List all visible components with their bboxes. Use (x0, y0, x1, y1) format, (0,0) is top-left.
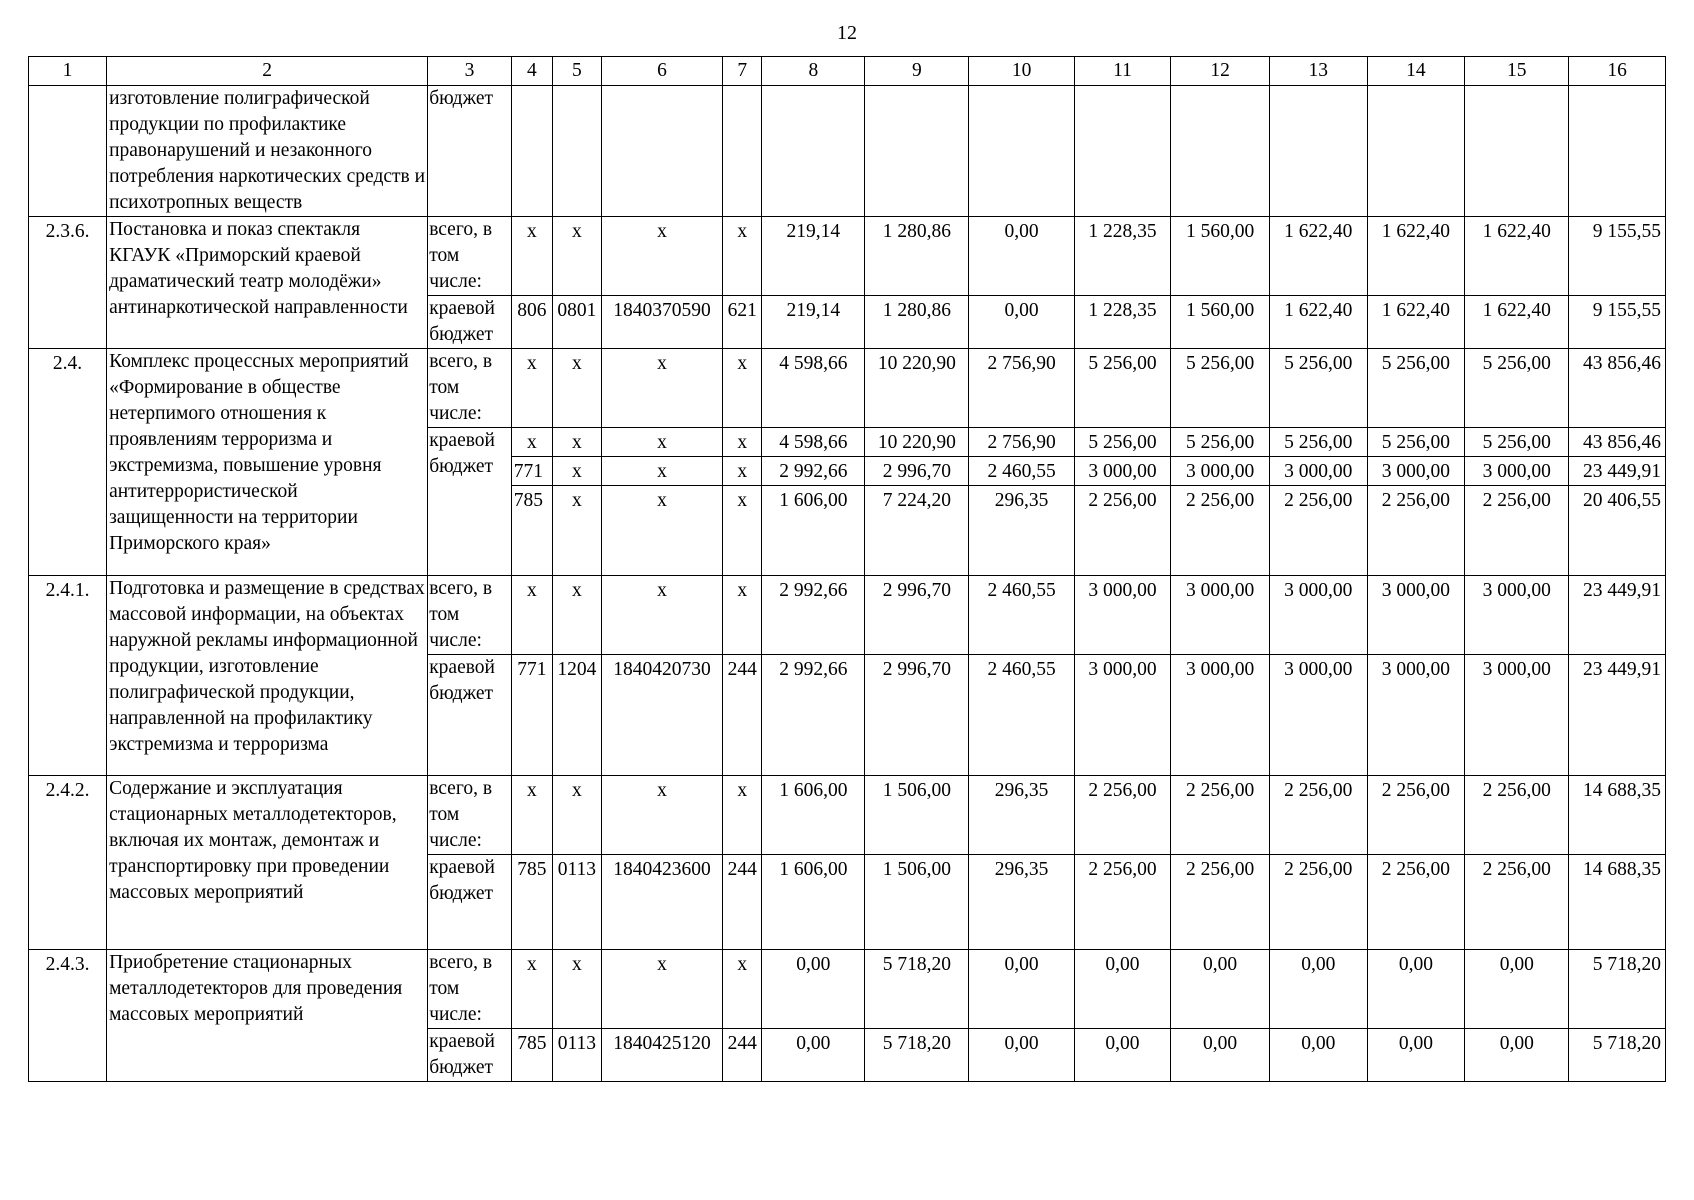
code-cell: x (723, 217, 762, 296)
value-cell: 0,00 (969, 1029, 1074, 1082)
column-header: 10 (969, 57, 1074, 86)
empty-cell (1074, 86, 1171, 217)
empty-cell (1569, 86, 1666, 217)
funding-source-cell: краевой бюджет (428, 296, 512, 349)
value-cell: 23 449,91 (1569, 576, 1666, 655)
code-cell: x (552, 576, 601, 655)
code-cell: x (601, 576, 723, 655)
row-title-cell: Подготовка и размещение в средствах массовой информации, на объектах наружной рекламы информационной продукции, изготовление полиграфической продукции, направленной на профилактику экстремизма и терроризма (107, 576, 428, 776)
funding-source-cell: всего, в том числе: (428, 950, 512, 1029)
column-header: 11 (1074, 57, 1171, 86)
value-cell: 0,00 (969, 217, 1074, 296)
value-cell: 2 256,00 (1465, 855, 1569, 950)
code-cell: x (552, 776, 601, 855)
code-cell: x (511, 428, 552, 457)
value-cell: 0,00 (1367, 950, 1465, 1029)
code-cell: x (552, 950, 601, 1029)
empty-cell (1465, 86, 1569, 217)
value-cell: 2 992,66 (762, 457, 865, 486)
row-title-cell: Комплекс процессных мероприятий «Формирование в обществе нетерпимого отношения к проявлениям терроризма и экстремизма, повышение уровня антитеррористической защищенности на территории Приморского края» (107, 349, 428, 576)
value-cell: 4 598,66 (762, 349, 865, 428)
code-cell: x (552, 457, 601, 486)
code-cell: 0801 (552, 296, 601, 349)
value-cell: 9 155,55 (1569, 217, 1666, 296)
value-cell: 2 256,00 (1269, 776, 1367, 855)
code-cell: 244 (723, 1029, 762, 1082)
value-cell: 1 622,40 (1465, 217, 1569, 296)
code-cell: x (601, 428, 723, 457)
value-cell: 296,35 (969, 855, 1074, 950)
value-cell: 2 256,00 (1269, 855, 1367, 950)
value-cell: 7 224,20 (865, 486, 969, 576)
value-cell: 0,00 (762, 1029, 865, 1082)
value-cell: 3 000,00 (1367, 576, 1465, 655)
empty-cell (762, 86, 865, 217)
value-cell: 0,00 (1074, 1029, 1171, 1082)
value-cell: 2 756,90 (969, 428, 1074, 457)
value-cell: 14 688,35 (1569, 855, 1666, 950)
value-cell: 2 256,00 (1367, 776, 1465, 855)
empty-cell (723, 86, 762, 217)
funding-source-cell: краевой бюджет (428, 655, 512, 776)
value-cell: 2 256,00 (1171, 855, 1270, 950)
value-cell: 5 718,20 (865, 950, 969, 1029)
value-cell: 3 000,00 (1367, 655, 1465, 776)
value-cell: 5 718,20 (865, 1029, 969, 1082)
code-cell: 785 (511, 486, 552, 576)
code-cell: 785 (511, 855, 552, 950)
code-cell: x (601, 950, 723, 1029)
value-cell: 219,14 (762, 217, 865, 296)
value-cell: 9 155,55 (1569, 296, 1666, 349)
value-cell: 3 000,00 (1171, 457, 1270, 486)
value-cell: 2 996,70 (865, 457, 969, 486)
value-cell: 2 256,00 (1074, 776, 1171, 855)
value-cell: 1 622,40 (1465, 296, 1569, 349)
row-number-cell (29, 86, 107, 217)
value-cell: 20 406,55 (1569, 486, 1666, 576)
value-cell: 1 622,40 (1367, 296, 1465, 349)
value-cell: 3 000,00 (1074, 457, 1171, 486)
value-cell: 3 000,00 (1171, 576, 1270, 655)
column-header: 7 (723, 57, 762, 86)
value-cell: 3 000,00 (1269, 576, 1367, 655)
code-cell: 1840370590 (601, 296, 723, 349)
value-cell: 3 000,00 (1074, 576, 1171, 655)
empty-cell (511, 86, 552, 217)
code-cell: x (511, 349, 552, 428)
value-cell: 296,35 (969, 486, 1074, 576)
column-header: 15 (1465, 57, 1569, 86)
row-number-cell: 2.4. (29, 349, 107, 576)
code-cell: x (723, 428, 762, 457)
value-cell: 5 256,00 (1269, 428, 1367, 457)
code-cell: x (601, 217, 723, 296)
value-cell: 23 449,91 (1569, 457, 1666, 486)
value-cell: 1 622,40 (1269, 217, 1367, 296)
value-cell: 5 256,00 (1465, 428, 1569, 457)
value-cell: 2 992,66 (762, 655, 865, 776)
code-cell: x (723, 457, 762, 486)
column-header: 5 (552, 57, 601, 86)
value-cell: 1 606,00 (762, 776, 865, 855)
code-cell: 1840420730 (601, 655, 723, 776)
code-cell: 1204 (552, 655, 601, 776)
value-cell: 23 449,91 (1569, 655, 1666, 776)
code-cell: x (723, 349, 762, 428)
row-title-cell: Приобретение стационарных металлодетекторов для проведения массовых мероприятий (107, 950, 428, 1082)
empty-cell (1269, 86, 1367, 217)
value-cell: 0,00 (969, 950, 1074, 1029)
value-cell: 0,00 (1269, 950, 1367, 1029)
value-cell: 1 622,40 (1269, 296, 1367, 349)
value-cell: 296,35 (969, 776, 1074, 855)
table-row-2-4-2-total (29, 776, 1666, 855)
value-cell: 1 560,00 (1171, 296, 1270, 349)
code-cell: x (511, 576, 552, 655)
value-cell: 43 856,46 (1569, 428, 1666, 457)
code-cell: 0113 (552, 855, 601, 950)
value-cell: 0,00 (1074, 950, 1171, 1029)
table-row-continuation (29, 86, 1666, 217)
value-cell: 0,00 (969, 296, 1074, 349)
code-cell: 771 (511, 655, 552, 776)
value-cell: 1 606,00 (762, 855, 865, 950)
value-cell: 0,00 (1171, 950, 1270, 1029)
value-cell: 0,00 (1269, 1029, 1367, 1082)
code-cell: 244 (723, 655, 762, 776)
table-row-2-4-1-total (29, 576, 1666, 655)
value-cell: 3 000,00 (1367, 457, 1465, 486)
value-cell: 3 000,00 (1269, 655, 1367, 776)
code-cell: 1840423600 (601, 855, 723, 950)
code-cell: x (511, 217, 552, 296)
value-cell: 2 460,55 (969, 655, 1074, 776)
column-header: 13 (1269, 57, 1367, 86)
code-cell: 0113 (552, 1029, 601, 1082)
code-cell: x (511, 950, 552, 1029)
row-title-cell: изготовление полиграфической продукции по профилактике правонарушений и незаконного потребления наркотических средств и психотропных веществ (107, 86, 428, 217)
column-header: 9 (865, 57, 969, 86)
value-cell: 2 256,00 (1367, 486, 1465, 576)
value-cell: 3 000,00 (1171, 655, 1270, 776)
column-header: 12 (1171, 57, 1270, 86)
value-cell: 1 280,86 (865, 296, 969, 349)
row-number-cell: 2.3.6. (29, 217, 107, 349)
value-cell: 0,00 (1465, 1029, 1569, 1082)
funding-source-cell: краевой бюджет (428, 855, 512, 950)
empty-cell (1367, 86, 1465, 217)
table-row-2-4-3-total (29, 950, 1666, 1029)
row-number-cell: 2.4.1. (29, 576, 107, 776)
code-cell: x (552, 349, 601, 428)
code-cell: x (511, 776, 552, 855)
table-row-2-4-total (29, 349, 1666, 428)
value-cell: 0,00 (762, 950, 865, 1029)
code-cell: x (723, 950, 762, 1029)
code-cell: x (552, 486, 601, 576)
page-number: 12 (837, 22, 857, 44)
value-cell: 1 560,00 (1171, 217, 1270, 296)
row-title-cell: Содержание и эксплуатация стационарных металлодетекторов, включая их монтаж, демонтаж и транспортировку при проведении массовых мероприятий (107, 776, 428, 950)
code-cell: x (601, 486, 723, 576)
value-cell: 2 256,00 (1171, 486, 1270, 576)
column-header: 3 (428, 57, 512, 86)
code-cell: x (601, 457, 723, 486)
value-cell: 1 622,40 (1367, 217, 1465, 296)
header-row (29, 57, 1666, 86)
funding-source-cell: всего, в том числе: (428, 576, 512, 655)
value-cell: 10 220,90 (865, 349, 969, 428)
value-cell: 2 756,90 (969, 349, 1074, 428)
row-number-cell: 2.4.2. (29, 776, 107, 950)
empty-cell (1171, 86, 1270, 217)
value-cell: 2 256,00 (1074, 486, 1171, 576)
value-cell: 3 000,00 (1465, 655, 1569, 776)
column-header: 2 (107, 57, 428, 86)
funding-source-cell: бюджет (428, 86, 512, 217)
value-cell: 2 996,70 (865, 576, 969, 655)
value-cell: 5 718,20 (1569, 950, 1666, 1029)
value-cell: 2 460,55 (969, 576, 1074, 655)
empty-cell (969, 86, 1074, 217)
code-cell: x (601, 349, 723, 428)
value-cell: 5 256,00 (1465, 349, 1569, 428)
value-cell: 3 000,00 (1465, 457, 1569, 486)
column-header: 16 (1569, 57, 1666, 86)
value-cell: 5 256,00 (1074, 349, 1171, 428)
code-cell: 1840425120 (601, 1029, 723, 1082)
value-cell: 2 256,00 (1171, 776, 1270, 855)
funding-source-cell: всего, в том числе: (428, 217, 512, 296)
value-cell: 4 598,66 (762, 428, 865, 457)
value-cell: 5 256,00 (1074, 428, 1171, 457)
code-cell: x (723, 486, 762, 576)
row-number-cell: 2.4.3. (29, 950, 107, 1082)
code-cell: 621 (723, 296, 762, 349)
value-cell: 2 992,66 (762, 576, 865, 655)
column-header: 14 (1367, 57, 1465, 86)
value-cell: 0,00 (1367, 1029, 1465, 1082)
value-cell: 2 256,00 (1269, 486, 1367, 576)
value-cell: 219,14 (762, 296, 865, 349)
empty-cell (865, 86, 969, 217)
column-header: 8 (762, 57, 865, 86)
code-cell: x (552, 217, 601, 296)
value-cell: 3 000,00 (1269, 457, 1367, 486)
empty-cell (552, 86, 601, 217)
value-cell: 1 506,00 (865, 776, 969, 855)
column-header: 6 (601, 57, 723, 86)
value-cell: 1 228,35 (1074, 296, 1171, 349)
funding-source-cell: краевой бюджет (428, 428, 512, 576)
value-cell: 0,00 (1171, 1029, 1270, 1082)
value-cell: 3 000,00 (1465, 576, 1569, 655)
funding-source-cell: всего, в том числе: (428, 349, 512, 428)
code-cell: x (601, 776, 723, 855)
value-cell: 0,00 (1465, 950, 1569, 1029)
value-cell: 2 256,00 (1074, 855, 1171, 950)
code-cell: x (552, 428, 601, 457)
column-header: 1 (29, 57, 107, 86)
value-cell: 14 688,35 (1569, 776, 1666, 855)
code-cell: x (723, 776, 762, 855)
table-row-2-3-6-total (29, 217, 1666, 296)
value-cell: 2 256,00 (1465, 486, 1569, 576)
value-cell: 1 280,86 (865, 217, 969, 296)
code-cell: 806 (511, 296, 552, 349)
value-cell: 3 000,00 (1074, 655, 1171, 776)
value-cell: 2 256,00 (1367, 855, 1465, 950)
funding-source-cell: краевой бюджет (428, 1029, 512, 1082)
funding-source-cell: всего, в том числе: (428, 776, 512, 855)
value-cell: 1 228,35 (1074, 217, 1171, 296)
row-title-cell: Постановка и показ спектакля КГАУК «Приморский краевой драматический театр молодёжи» антинаркотической направленности (107, 217, 428, 349)
empty-cell (601, 86, 723, 217)
code-cell: 771 (511, 457, 552, 486)
value-cell: 5 256,00 (1367, 349, 1465, 428)
value-cell: 1 606,00 (762, 486, 865, 576)
value-cell: 10 220,90 (865, 428, 969, 457)
column-header: 4 (511, 57, 552, 86)
value-cell: 5 256,00 (1171, 428, 1270, 457)
value-cell: 1 506,00 (865, 855, 969, 950)
value-cell: 5 256,00 (1367, 428, 1465, 457)
value-cell: 2 996,70 (865, 655, 969, 776)
code-cell: x (723, 576, 762, 655)
value-cell: 43 856,46 (1569, 349, 1666, 428)
value-cell: 2 256,00 (1465, 776, 1569, 855)
value-cell: 5 718,20 (1569, 1029, 1666, 1082)
code-cell: 785 (511, 1029, 552, 1082)
value-cell: 2 460,55 (969, 457, 1074, 486)
budget-table (28, 56, 1666, 1082)
value-cell: 5 256,00 (1171, 349, 1270, 428)
value-cell: 5 256,00 (1269, 349, 1367, 428)
code-cell: 244 (723, 855, 762, 950)
